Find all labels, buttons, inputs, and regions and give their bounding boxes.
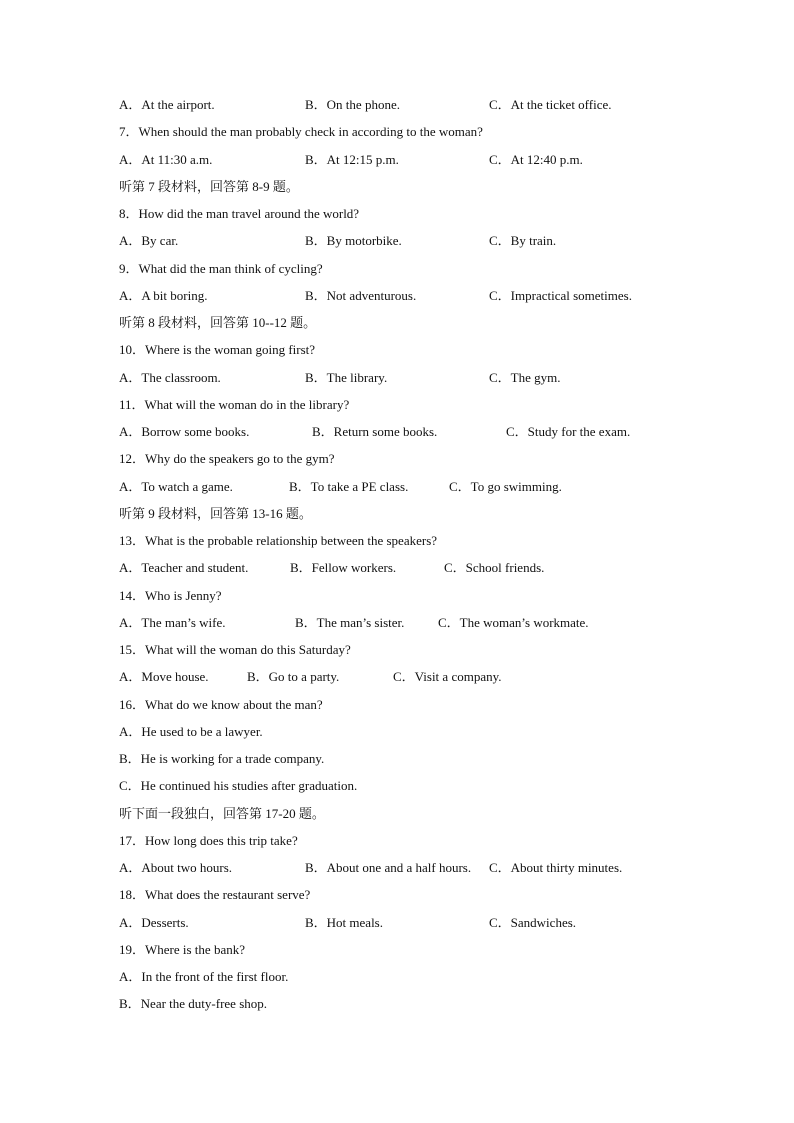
section-instruction-text: 听下面一段独白，回答第 17-20 题。 bbox=[119, 805, 325, 821]
question-line-text: 17．How long does this trip take? bbox=[119, 832, 298, 848]
question-line-text: B．Near the duty-free shop. bbox=[119, 996, 268, 1012]
question-text bbox=[119, 585, 222, 607]
answer-option: C．The woman’s workmate. bbox=[438, 614, 589, 630]
answer-option: C．Visit a company. bbox=[393, 669, 502, 685]
question-line-text: A．In the front of the first floor. bbox=[119, 969, 289, 984]
question-line-text: 13．What is the probable relationship between the speakers? bbox=[119, 533, 438, 548]
question-text bbox=[119, 203, 359, 225]
answer-option: A．The man’s wife. bbox=[119, 614, 226, 630]
question-text bbox=[119, 448, 335, 470]
answer-option: B．The library. bbox=[305, 369, 388, 385]
answer-option: B．Hot meals. bbox=[305, 914, 383, 930]
question-line-text: 19．Where is the bank? bbox=[119, 941, 245, 957]
answer-option: B．By motorbike. bbox=[305, 233, 402, 249]
question-text bbox=[119, 884, 310, 906]
answer-option: A．Desserts. bbox=[119, 914, 189, 930]
question-line-text: 12．Why do the speakers go to the gym? bbox=[119, 451, 335, 467]
section-instruction-text: 听第 9 段材料，回答第 13-16 题。 bbox=[119, 505, 312, 521]
question-text bbox=[119, 258, 323, 280]
answer-options-row bbox=[119, 367, 679, 389]
answer-options-row bbox=[119, 612, 679, 634]
answer-option: B．To take a PE class. bbox=[289, 478, 409, 494]
question-text bbox=[119, 775, 357, 797]
question-line-text: 16．What do we know about the man? bbox=[119, 696, 323, 712]
section-instruction-text: 听第 8 段材料，回答第 10--12 题。 bbox=[119, 315, 317, 330]
question-line-text: 18．What does the restaurant serve? bbox=[119, 887, 311, 903]
question-line-text: B．He is working for a trade company. bbox=[119, 751, 325, 766]
question-line-text: 8．How did the man travel around the world? bbox=[119, 206, 360, 221]
answer-options-row bbox=[119, 912, 679, 934]
answer-option: B．Not adventurous. bbox=[305, 287, 417, 303]
answer-option: A．At 11:30 a.m. bbox=[119, 151, 213, 167]
answer-option: A．Borrow some books. bbox=[119, 424, 250, 439]
question-text bbox=[119, 339, 315, 361]
answer-option: C．To go swimming. bbox=[449, 478, 562, 494]
question-text bbox=[119, 530, 437, 552]
section-instruction bbox=[119, 803, 325, 825]
section-instruction bbox=[119, 503, 312, 525]
answer-option: C．The gym. bbox=[489, 369, 561, 385]
answer-option: A．About two hours. bbox=[119, 860, 233, 875]
answer-option: A．To watch a game. bbox=[119, 478, 233, 494]
answer-option: C．About thirty minutes. bbox=[489, 860, 623, 875]
answer-options-row bbox=[119, 230, 679, 252]
answer-options-row bbox=[119, 557, 679, 579]
question-text bbox=[119, 121, 483, 143]
answer-options-row bbox=[119, 421, 679, 443]
answer-option: A．Move house. bbox=[119, 669, 209, 685]
section-instruction bbox=[119, 312, 316, 334]
answer-option: B．Go to a party. bbox=[247, 669, 340, 685]
question-text bbox=[119, 993, 267, 1015]
answer-options-row bbox=[119, 857, 679, 879]
answer-option: B．Fellow workers. bbox=[290, 560, 397, 576]
answer-option: A．By car. bbox=[119, 233, 179, 249]
answer-option: A．The classroom. bbox=[119, 369, 221, 385]
question-text bbox=[119, 939, 245, 961]
answer-option: B．On the phone. bbox=[305, 97, 400, 112]
section-instruction-text: 听第 7 段材料，回答第 8-9 题。 bbox=[119, 178, 299, 194]
answer-option: C．Study for the exam. bbox=[506, 424, 631, 439]
answer-option: A．A bit boring. bbox=[119, 287, 208, 303]
answer-options-row bbox=[119, 476, 679, 498]
answer-option: B．About one and a half hours. bbox=[305, 860, 472, 875]
answer-options-row bbox=[119, 666, 679, 688]
answer-option: B．The man’s sister. bbox=[295, 614, 405, 630]
answer-option: C．School friends. bbox=[444, 560, 545, 576]
answer-option: C．Sandwiches. bbox=[489, 914, 577, 930]
answer-options-row bbox=[119, 149, 679, 171]
answer-options-row bbox=[119, 94, 679, 116]
answer-option: C．At 12:40 p.m. bbox=[489, 151, 583, 167]
question-line-text: 14．Who is Jenny? bbox=[119, 587, 222, 603]
question-line-text: C．He continued his studies after graduation. bbox=[119, 778, 358, 794]
answer-option: C．At the ticket office. bbox=[489, 97, 612, 112]
question-line-text: 10．Where is the woman going first? bbox=[119, 342, 316, 358]
question-text bbox=[119, 966, 288, 988]
question-text bbox=[119, 830, 298, 852]
answer-option: A．At the airport. bbox=[119, 97, 215, 112]
question-line-text: A．He used to be a lawyer. bbox=[119, 723, 263, 739]
question-text bbox=[119, 694, 323, 716]
answer-option: B．At 12:15 p.m. bbox=[305, 151, 399, 167]
question-text bbox=[119, 394, 349, 416]
question-line-text: 9．What did the man think of cycling? bbox=[119, 260, 323, 276]
section-instruction bbox=[119, 176, 299, 198]
answer-option: C．Impractical sometimes. bbox=[489, 287, 632, 303]
question-text bbox=[119, 748, 324, 770]
answer-option: A．Teacher and student. bbox=[119, 560, 249, 576]
question-line-text: 15．What will the woman do this Saturday? bbox=[119, 642, 351, 657]
question-text bbox=[119, 639, 351, 661]
answer-option: B．Return some books. bbox=[312, 424, 438, 439]
question-text bbox=[119, 721, 263, 743]
question-line-text: 7．When should the man probably check in according to the woman? bbox=[119, 124, 483, 140]
answer-options-row bbox=[119, 285, 679, 307]
question-line-text: 11．What will the woman do in the library? bbox=[119, 396, 350, 412]
answer-option: C．By train. bbox=[489, 233, 557, 249]
